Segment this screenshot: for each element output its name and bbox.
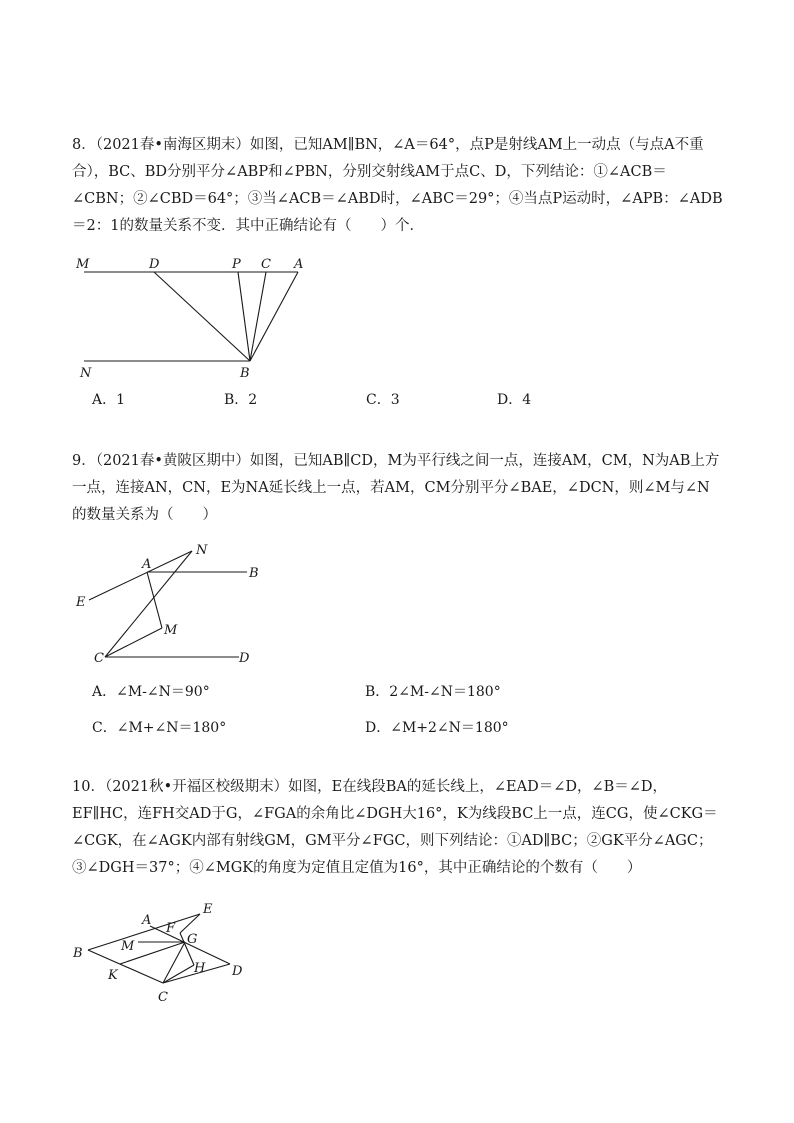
question-8-text: 8．（2021春•南海区期末）如图，已知AM∥BN，∠A＝64°，点P是射线AM上一动点（与点A不重合），BC、BD分别平分∠ABP和∠PBN，分别交射线AM于点C、D，下列结论：①∠ACB＝∠CBN；②∠CBD＝64°；③当∠ACB＝∠ABD时，∠ABC＝29°；④当点P运动时，∠APB：∠ADB＝2：1的数量关系不变．其中正确结论有（ ）个． [72, 137, 723, 234]
question-9-text: 9．（2021春•黄陂区期中）如图，已知AB∥CD，M为平行线之间一点，连接AM，CM，N为AB上方一点，连接AN，CN，E为NA延长线上一点，若AM，CM分别平分∠BAE，∠DCN，则∠M与∠N的数量关系为（ ） [72, 453, 720, 523]
label-e: E [203, 902, 213, 917]
q9-option-a[interactable]: A．∠M-∠N＝90° [92, 684, 210, 700]
label-a: A [142, 557, 152, 572]
label-b: B [73, 946, 83, 961]
label-c: C [261, 257, 271, 272]
line-en [89, 551, 192, 600]
q9-option-c[interactable]: C．∠M+∠N＝180° [92, 720, 227, 736]
segment-bc [88, 950, 163, 983]
label-g: G [187, 932, 198, 947]
label-n: N [80, 366, 92, 381]
segment-bd [154, 272, 250, 361]
q8-option-a[interactable]: A．1 [92, 392, 126, 408]
question-8-figure [70, 250, 330, 380]
label-m: M [76, 257, 90, 272]
label-d: D [149, 257, 160, 272]
segment-bc [250, 272, 266, 361]
label-d: D [232, 964, 243, 979]
question-10 [72, 774, 724, 882]
segment-am [147, 572, 162, 628]
question-9 [72, 448, 724, 529]
label-e: E [76, 595, 86, 610]
question-8 [72, 132, 724, 240]
label-d: D [239, 651, 250, 666]
q8-option-c[interactable]: C．3 [366, 392, 400, 408]
label-b: B [240, 366, 250, 381]
question-9-figure [72, 540, 272, 670]
q9-option-d[interactable]: D．∠M+2∠N＝180° [365, 720, 509, 736]
label-a: A [294, 257, 304, 272]
question-10-figure [70, 900, 280, 1010]
label-k: K [108, 968, 118, 983]
label-c: C [158, 990, 168, 1005]
q9-option-b[interactable]: B．2∠M-∠N＝180° [365, 684, 501, 700]
label-c: C [94, 651, 104, 666]
segment-bp [238, 272, 250, 361]
label-f: F [166, 921, 176, 936]
label-m: M [121, 939, 135, 954]
q8-option-b[interactable]: B．2 [224, 392, 258, 408]
label-h: H [194, 961, 206, 976]
question-10-text: 10．（2021秋•开福区校级期末）如图，E在线段BA的延长线上，∠EAD＝∠D，∠B＝∠D，EF∥HC，连FH交AD于G，∠FGA的余角比∠DGH大16°，K为线段BC上一点，连CG，使∠CKG＝∠CGK，在∠AGK内部有射线GM，GM平分∠FGC，则下列结论：①AD∥BC；②GK平分∠AGC；③∠DGH＝37°；④∠MGK的角度为定值且定值为16°，其中正确结论的个数有（ ） [72, 779, 718, 876]
label-b: B [249, 566, 259, 581]
label-a: A [142, 913, 152, 928]
segment-ba [250, 272, 298, 361]
label-p: P [232, 257, 241, 272]
label-n: N [196, 543, 208, 558]
q8-option-d[interactable]: D．4 [497, 392, 532, 408]
segment-cm [105, 628, 162, 657]
label-m: M [164, 623, 178, 638]
